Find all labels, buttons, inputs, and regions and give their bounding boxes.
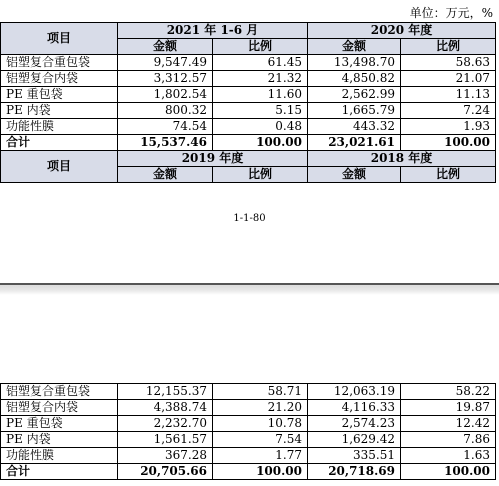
- ratio-cell: 21.20: [213, 400, 308, 416]
- row-label: 合计: [1, 464, 118, 480]
- table-row: [1, 448, 496, 464]
- ratio-cell: 11.13: [401, 87, 496, 103]
- period-header-2019: 2019 年度: [118, 151, 308, 167]
- amount-cell: 4,850.82: [308, 71, 401, 87]
- amount-cell: 9,547.49: [118, 55, 213, 71]
- ratio-cell: 100.00: [401, 464, 496, 480]
- unit-label: 单位：万元，%: [409, 6, 493, 20]
- amount-cell: 12,063.19: [308, 384, 401, 400]
- amount-cell: 4,388.74: [118, 400, 213, 416]
- row-label: 铝塑复合重包袋: [1, 55, 118, 71]
- amount-cell: 74.54: [118, 119, 213, 135]
- table-row: [1, 416, 496, 432]
- amount-cell: 335.51: [308, 448, 401, 464]
- period-header-2020: 2020 年度: [308, 23, 496, 39]
- amount-cell: 1,802.54: [118, 87, 213, 103]
- ratio-cell: 10.78: [213, 416, 308, 432]
- ratio-cell: 1.77: [213, 448, 308, 464]
- row-label: 功能性膜: [1, 448, 118, 464]
- ratio-cell: 1.93: [401, 119, 496, 135]
- col-amount: 金额: [118, 39, 213, 55]
- row-label: 铝塑复合内袋: [1, 71, 118, 87]
- amount-cell: 3,312.57: [118, 71, 213, 87]
- ratio-cell: 58.63: [401, 55, 496, 71]
- page-number: 1-1-80: [233, 213, 266, 224]
- amount-cell: 800.32: [118, 103, 213, 119]
- amount-cell: 1,561.57: [118, 432, 213, 448]
- row-label: 铝塑复合重包袋: [1, 384, 118, 400]
- row-label: PE 内袋: [1, 432, 118, 448]
- col-amount: 金额: [308, 39, 401, 55]
- ratio-cell: 100.00: [401, 135, 496, 151]
- table-row: [1, 464, 496, 480]
- amount-cell: 15,537.46: [118, 135, 213, 151]
- col-ratio: 比例: [213, 167, 308, 183]
- amount-cell: 20,705.66: [118, 464, 213, 480]
- ratio-cell: 0.48: [213, 119, 308, 135]
- table-row: [1, 71, 496, 87]
- table-row: [1, 103, 496, 119]
- amount-cell: 20,718.69: [308, 464, 401, 480]
- ratio-cell: 19.87: [401, 400, 496, 416]
- row-label: PE 重包袋: [1, 87, 118, 103]
- ratio-cell: 1.63: [401, 448, 496, 464]
- ratio-cell: 11.60: [213, 87, 308, 103]
- period-header-2018: 2018 年度: [308, 151, 496, 167]
- row-label: 功能性膜: [1, 119, 118, 135]
- bottom-table: [0, 383, 496, 480]
- header-item: 项目: [1, 23, 118, 55]
- ratio-cell: 5.15: [213, 103, 308, 119]
- amount-cell: 23,021.61: [308, 135, 401, 151]
- table-row: [1, 135, 496, 151]
- ratio-cell: 12.42: [401, 416, 496, 432]
- page-divider: [0, 283, 499, 285]
- row-label: 铝塑复合内袋: [1, 400, 118, 416]
- col-ratio: 比例: [213, 39, 308, 55]
- table-row: [1, 432, 496, 448]
- amount-cell: 2,232.70: [118, 416, 213, 432]
- row-label: PE 内袋: [1, 103, 118, 119]
- ratio-cell: 100.00: [213, 464, 308, 480]
- table-row: [1, 384, 496, 400]
- table-row: [1, 55, 496, 71]
- ratio-cell: 100.00: [213, 135, 308, 151]
- col-ratio: 比例: [401, 167, 496, 183]
- amount-cell: 2,574.23: [308, 416, 401, 432]
- ratio-cell: 7.24: [401, 103, 496, 119]
- ratio-cell: 21.32: [213, 71, 308, 87]
- ratio-cell: 58.22: [401, 384, 496, 400]
- period-header-2021h1: 2021 年 1-6 月: [118, 23, 308, 39]
- row-label: 合计: [1, 135, 118, 151]
- amount-cell: 1,629.42: [308, 432, 401, 448]
- amount-cell: 1,665.79: [308, 103, 401, 119]
- top-table: [0, 22, 496, 183]
- ratio-cell: 61.45: [213, 55, 308, 71]
- col-amount: 金额: [308, 167, 401, 183]
- amount-cell: 13,498.70: [308, 55, 401, 71]
- table-row: [1, 400, 496, 416]
- header-item: 项目: [1, 151, 118, 183]
- amount-cell: 4,116.33: [308, 400, 401, 416]
- amount-cell: 2,562.99: [308, 87, 401, 103]
- col-amount: 金额: [118, 167, 213, 183]
- col-ratio: 比例: [401, 39, 496, 55]
- ratio-cell: 58.71: [213, 384, 308, 400]
- ratio-cell: 7.54: [213, 432, 308, 448]
- table-row: [1, 119, 496, 135]
- amount-cell: 443.32: [308, 119, 401, 135]
- table-row: [1, 87, 496, 103]
- ratio-cell: 21.07: [401, 71, 496, 87]
- ratio-cell: 7.86: [401, 432, 496, 448]
- amount-cell: 367.28: [118, 448, 213, 464]
- amount-cell: 12,155.37: [118, 384, 213, 400]
- row-label: PE 重包袋: [1, 416, 118, 432]
